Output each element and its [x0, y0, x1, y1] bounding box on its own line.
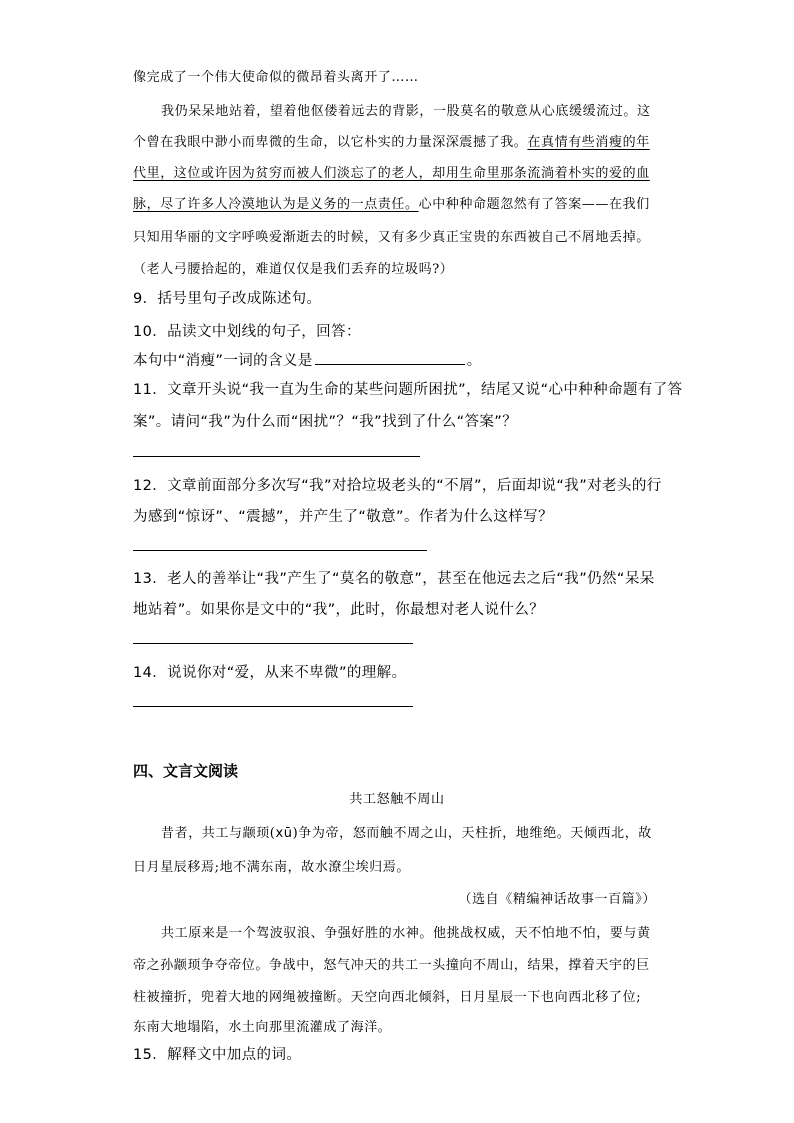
underlined-sentence-part-3: 脉，尽了许多人冷漠地认为是义务的一点责任。 — [133, 197, 419, 212]
question-13-line-2: 地站着”。如果你是文中的“我”，此时，你最想对老人说什么？ — [133, 602, 545, 618]
question-10-text: 本句中“消瘦”一词的含义是 — [133, 353, 313, 369]
passage-source: （选自《精编神话故事一百篇》） — [458, 892, 656, 907]
question-9: 9．括号里句子改成陈述句。 — [133, 291, 322, 307]
passage-line-5 — [133, 193, 650, 212]
passage-line-1: 像完成了一个伟大使命似的微昂着头离开了…… — [133, 70, 419, 85]
question-14: 14．说说你对“爱，从来不卑微”的理解。 — [133, 665, 407, 681]
underlined-sentence-part-1: 在真情有些消瘦的年 — [527, 135, 650, 150]
translation-line-1: 共工原来是一个驾波驭浪、争强好胜的水神。他挑战权威，天不怕地不怕，要与黄 — [161, 926, 651, 941]
classical-line-2: 日月星辰移焉;地不满东南，故水潦尘埃归焉。 — [133, 860, 410, 875]
question-10: 10．品读文中划线的句子，回答： — [133, 324, 361, 340]
classical-line-1-b: )争为帝，怒而触不周之山，天柱折，地维绝。天倾西北，故 — [292, 826, 652, 841]
question-10-end: 。 — [466, 353, 482, 369]
translation-line-4: 东南大地塌陷，水土向那里流灌成了海洋。 — [133, 1020, 392, 1035]
question-10-prompt — [133, 349, 482, 370]
question-11-line-1: 11．文章开头说“我一直为生命的某些问题所困扰”，结尾又说“心中种种命题有了答 — [133, 382, 683, 398]
passage-line-7: （老人弓腰拾起的，难道仅仅是我们丢弃的垃圾吗?） — [133, 262, 454, 277]
answer-line-11[interactable] — [133, 456, 420, 457]
passage-line-2: 我仍呆呆地站着，望着他伛偻着远去的背影，一股莫名的敬意从心底缓缓流过。这 — [161, 104, 651, 119]
translation-line-2: 帝之孙颛顼争夺帝位。争战中，怒气冲天的共工一头撞向不周山，结果，撑着天宇的巨 — [133, 958, 650, 973]
question-12-line-1: 12．文章前面部分多次写“我”对拾垃圾老头的“不屑”，后面却说“我”对老头的行 — [133, 478, 662, 494]
answer-line-12[interactable] — [133, 550, 427, 551]
passage-title: 共工怒触不周山 — [349, 792, 445, 807]
answer-line-13[interactable] — [133, 643, 413, 644]
translation-line-3: 柱被撞折，兜着大地的网绳被撞断。天空向西北倾斜，日月星辰一下也向西北移了位; — [133, 990, 642, 1005]
classical-line-1-a: 昔者，共工与颛顼( — [161, 826, 276, 841]
answer-blank-10[interactable] — [315, 350, 465, 365]
pinyin-annotation: xū — [275, 826, 293, 841]
section-4-heading: 四、文言文阅读 — [133, 762, 239, 780]
passage-line-5-plain: 心中种种命题忽然有了答案——在我们 — [418, 197, 650, 212]
passage-line-3-plain: 个曾在我眼中渺小而卑微的生命，以它朴实的力量深深震撼了我。 — [133, 135, 528, 150]
passage-line-6: 只知用华丽的文字呼唤爱渐逝去的时候，又有多少真正宝贵的东西被自己不屑地丢掉。 — [133, 230, 650, 245]
passage-line-3 — [133, 131, 650, 150]
question-15: 15．解释文中加点的词。 — [133, 1047, 302, 1063]
question-13-line-1: 13．老人的善举让“我”产生了“莫名的敬意”，甚至在他远去之后“我”仍然“呆呆 — [133, 571, 655, 587]
question-11-line-2: 案”。请问“我”为什么而“困扰”？“我”找到了什么“答案”？ — [133, 414, 518, 430]
underlined-sentence-part-2: 代里，这位或许因为贫穷而被人们淡忘了的老人，却用生命里那条流淌着朴实的爱的血 — [133, 166, 650, 181]
answer-line-14[interactable] — [133, 706, 413, 707]
question-12-line-2: 为感到“惊讶”、“震撼”，并产生了“敬意”。作者为什么这样写？ — [133, 509, 553, 525]
classical-line-1 — [161, 822, 652, 841]
